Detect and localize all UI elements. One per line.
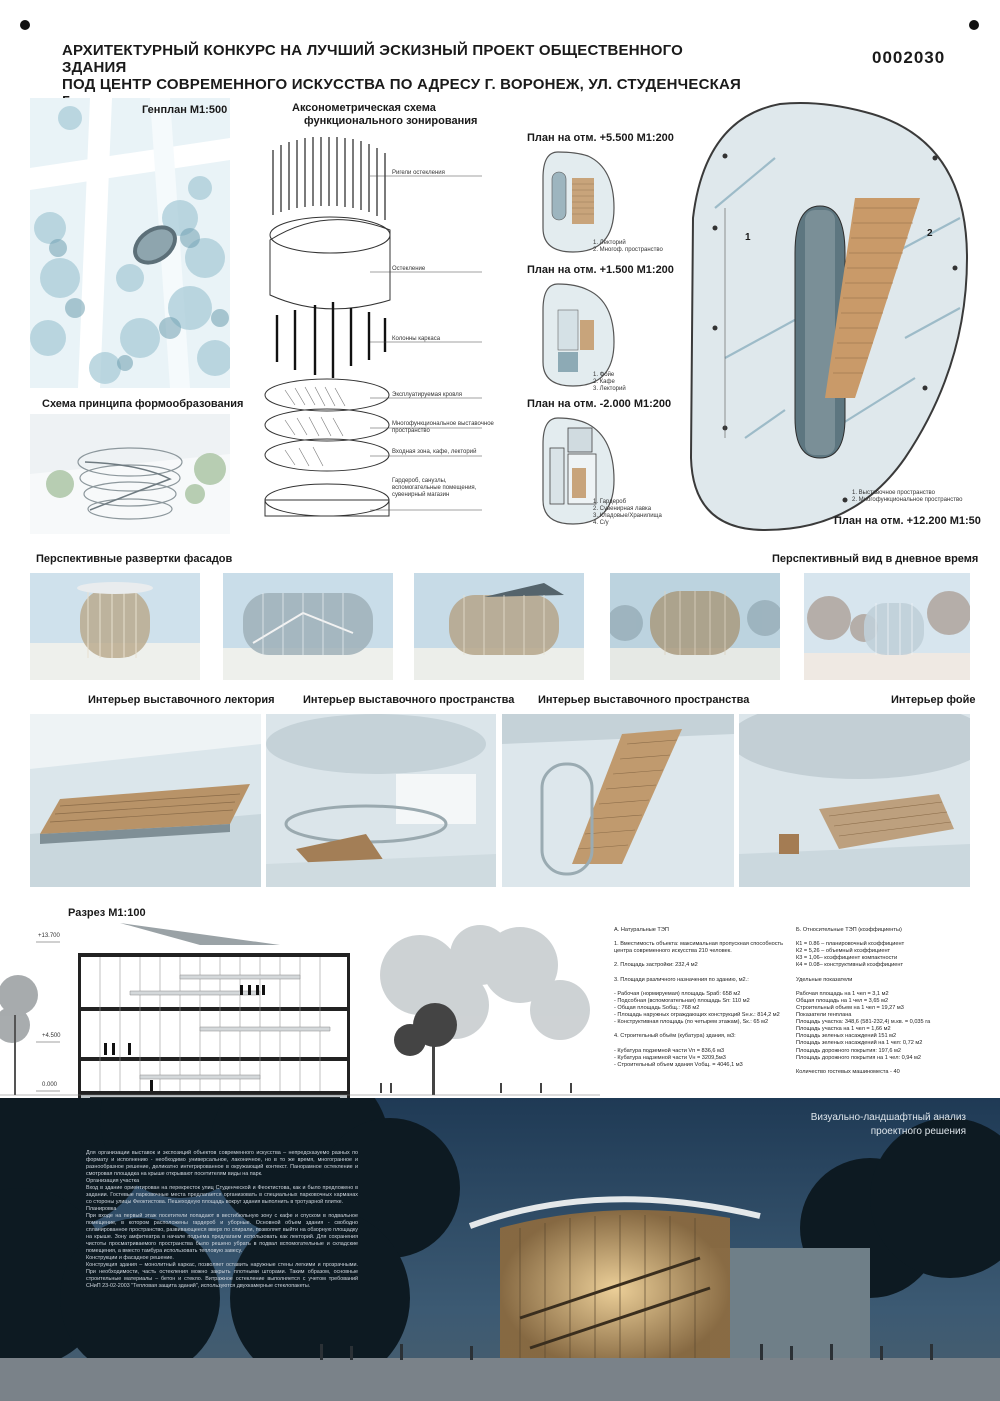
title-line-1: АРХИТЕКТУРНЫЙ КОНКУРС НА ЛУЧШИЙ ЭСКИЗНЫЙ ПРОЕКТ ОБЩЕСТВЕННОГО ЗДАНИЯ (62, 42, 684, 76)
facades-heading: Перспективные развертки фасадов (36, 553, 233, 565)
plan-1500-legend-3: 3. Лекторий (593, 386, 626, 392)
axo-label-4: Эксплуатируемая кровля (392, 392, 463, 398)
daytime-render (804, 573, 970, 680)
interior-lecture-render (30, 714, 261, 887)
landscape-heading-line1: Визуально-ландшафтный анализ (810, 1112, 966, 1123)
genplan-heading: Генплан М1:500 (142, 104, 228, 116)
plan-5500-legend-2: 2. Многоф. пространство (593, 247, 663, 253)
plan-1500-legend-1: 1. Фойе (593, 372, 615, 378)
plan-12200-legend-1: 1. Выставочное пространство (852, 490, 935, 496)
plan-12200-legend (852, 490, 962, 504)
axo-label-6: Входная зона, кафе, лекторий (392, 449, 477, 455)
section-drawing (0, 915, 600, 1125)
facade-render-2 (223, 573, 393, 680)
landscape-heading (790, 1111, 966, 1139)
facade-render-3 (414, 573, 584, 680)
section-level-mid: +4.500 (42, 1033, 61, 1039)
axo-label-5: Многофункциональное выставочное пространство (392, 421, 494, 434)
axo-label-2: Остекление (392, 266, 426, 272)
axo-label-7: Гардероб, санузлы, вспомогательные помещения, сувенирный магазин (392, 478, 477, 498)
axonometry-heading-line2: функционального зонирования (304, 115, 478, 127)
tep-relative-body: К1 = 0.86 – планировочный коэффициент К2 = 5,26 – объемный коэффициент К3 = 1,06– коэффициент компактности К4 = 0.08– конструктивный коэффициент Удельные показатели Рабочая площадь на 1 чел = 3,1 м2 Общая площадь на 1 чел = 3,65 м2 Строительный объем на 1 чел = 19,27 м3 Показатели генплана Площадь участка: 348,6 (581-232,4) м.кв. = 0,035 га Площадь участка на 1 чел = 1,66 м2 Площадь зеленых насаждений 151 м2 Площадь зеленых насаждений на 1 чел: 0,72 м2 Площадь дорожного покрытия: 197,6 м2 Площадь дорожного покрытия на 1 чел: 0,94 м2 Количество гостевых машиноместа - 40 (796, 941, 931, 1075)
plan-1500-legend-2: 2. Кафе (593, 379, 615, 385)
plan-12200-heading: План на отм. +12.200 М1:50 (834, 515, 981, 527)
plan-5500-legend (593, 240, 663, 254)
axonometry-heading (292, 102, 477, 128)
plan-m2000-legend-2: 2. Сувенирная лавка (593, 506, 652, 512)
plan-1500-legend (593, 372, 626, 393)
section-level-top: +13.700 (38, 933, 60, 939)
plan-5500-legend-1: 1. Лекторий (593, 240, 626, 246)
axonometry-leaders (370, 170, 490, 520)
facade-render-1 (30, 573, 200, 680)
plan-12200-legend-2: 2. Многофункциональное пространство (852, 497, 963, 503)
formation-heading: Схема принципа формообразования (42, 398, 244, 410)
tep-relative-title: Б. Относительные ТЭП (коэффициенты) (796, 927, 902, 933)
interior-space1-heading: Интерьер выставочного пространства (303, 694, 515, 706)
corner-dot-right (969, 20, 979, 30)
plan-m2000-legend-3: 3. Кладовые/Хранилища (593, 513, 662, 519)
interior-foyer-render (739, 714, 970, 887)
daytime-heading: Перспективный вид в дневное время (772, 553, 979, 565)
tep-relative (796, 927, 971, 1076)
interior-lecture-heading: Интерьер выставочного лектория (88, 694, 275, 706)
plan-1500-heading: План на отм. +1.500 М1:200 (527, 264, 674, 276)
axonometry-heading-line1: Аксонометрическая схема (292, 102, 436, 114)
genplan-image (30, 98, 230, 388)
description-text: Для организации выставок и экспозиций объектов современного искусства – непредсказуемо разных по формату и исполнению - необходимо универсальное, лаконичное, но в то же время, многогранное и разнообразное решение, деликатно интегрированное в окружающий контекст. Панорамное остекление и смотровая площадка на крыше открывают посетителям виды на парк. Организация участка Вход в здание ориентирован на перекресток улиц Студенческой и Феоктистова, как и было предложено в задании. Гостевые парковочные места предлагается организовать в специальных парковочных карманах со стороны улицы Феоктистова. Пешеходную площадь вокруг здания выполнить в тротуарной плитке. Планировка При входе на первый этаж посетители попадают в вестибюльную зону с кафе и спуском в подвальное помещение, в котором расположены гардероб и уборные. Основной объем здания - свободно спланированное пространство, развивающееся вверх по спирали, позволяет выйти на обзорную площадку на крыше. Зону амфитеатра в начале подъема предлагаем использовать как лекторий. Для сохранения чистоты просматриваемого пространства было решено убрать в подвал вспомогательные и складские помещения, а вместо тамбура использовать тепловую завесу. Конструкции и фасадное решение. Конструкция здания – монолитный каркас, позволяет оставить наружные стены легкими и прозрачными. При необходимости, часть остекления можно закрыть плотными шторами. Таким образом, основные строительные материалы – бетон и стекло. Витражное остекление выполняется с учетом требований СНиП 23-02-2003 "Тепловая защита зданий", используются двухкамерные стеклопакеты. (86, 1150, 358, 1289)
plan-m2000-heading: План на отм. -2.000 М1:200 (527, 398, 672, 410)
tep-natural-body: 1. Вместимость объекта: максимальная пропускная способность центра современного искусства 210 человек. 2. Площадь застройки: 232,4 м2 3. Площади различного назначения по зданию, м2.: - Рабочая (нормируемая) площадь Sраб: 658 м2 - Подсобная (вспомогательная) площадь Sп: 110 м2 - Общая площадь Sобщ.: 768 м2 - Площадь наружных ограждающих конструкций Sн.к.: 814,2 м2 - Конструктивная площадь (по четырем этажам), Sк.: 65 м2 4. Строительный объём (кубатура) здания, м3: - Кубатура подземной части Vп = 836,6 м3 - Кубатура надземной части Vн = 3209,5м3 - Строительный объем здания Vобщ. = 4046,1 м3 (614, 941, 784, 1068)
plan-12200-drawing (685, 98, 975, 534)
axo-label-1: Ригели остекления (392, 170, 445, 176)
plan-5500-heading: План на отм. +5.500 М1:200 (527, 132, 674, 144)
interior-space2-heading: Интерьер выставочного пространства (538, 694, 750, 706)
plan-m2000-legend-4: 4. С/у (593, 520, 609, 526)
landscape-heading-line2: проектного решения (870, 1126, 966, 1137)
corner-dot-left (20, 20, 30, 30)
plan-m2000-legend (593, 499, 662, 527)
tep-natural-title: А. Натуральные ТЭП (614, 927, 669, 933)
project-code: 0002030 (872, 48, 946, 67)
formation-image (30, 414, 230, 534)
interior-foyer-heading: Интерьер фойе (891, 694, 976, 706)
title-line-2: ПОД ЦЕНТР СОВРЕМЕННОГО ИСКУССТВА ПО АДРЕСУ Г. ВОРОНЕЖ, УЛ. СТУДЕНЧЕСКАЯ (62, 76, 741, 93)
axo-label-3: Колонны каркаса (392, 336, 441, 342)
section-level-zero: 0.000 (42, 1082, 58, 1088)
plan-12200-mark-2: 2 (927, 228, 933, 239)
section-heading: Разрез М1:100 (68, 907, 146, 919)
tep-natural (614, 927, 784, 1069)
plan-m2000-legend-1: 1. Гардероб (593, 499, 627, 505)
facade-render-4 (610, 573, 780, 680)
interior-space1-render (266, 714, 496, 887)
plan-12200-mark-1: 1 (745, 232, 751, 243)
interior-space2-render (502, 714, 734, 887)
